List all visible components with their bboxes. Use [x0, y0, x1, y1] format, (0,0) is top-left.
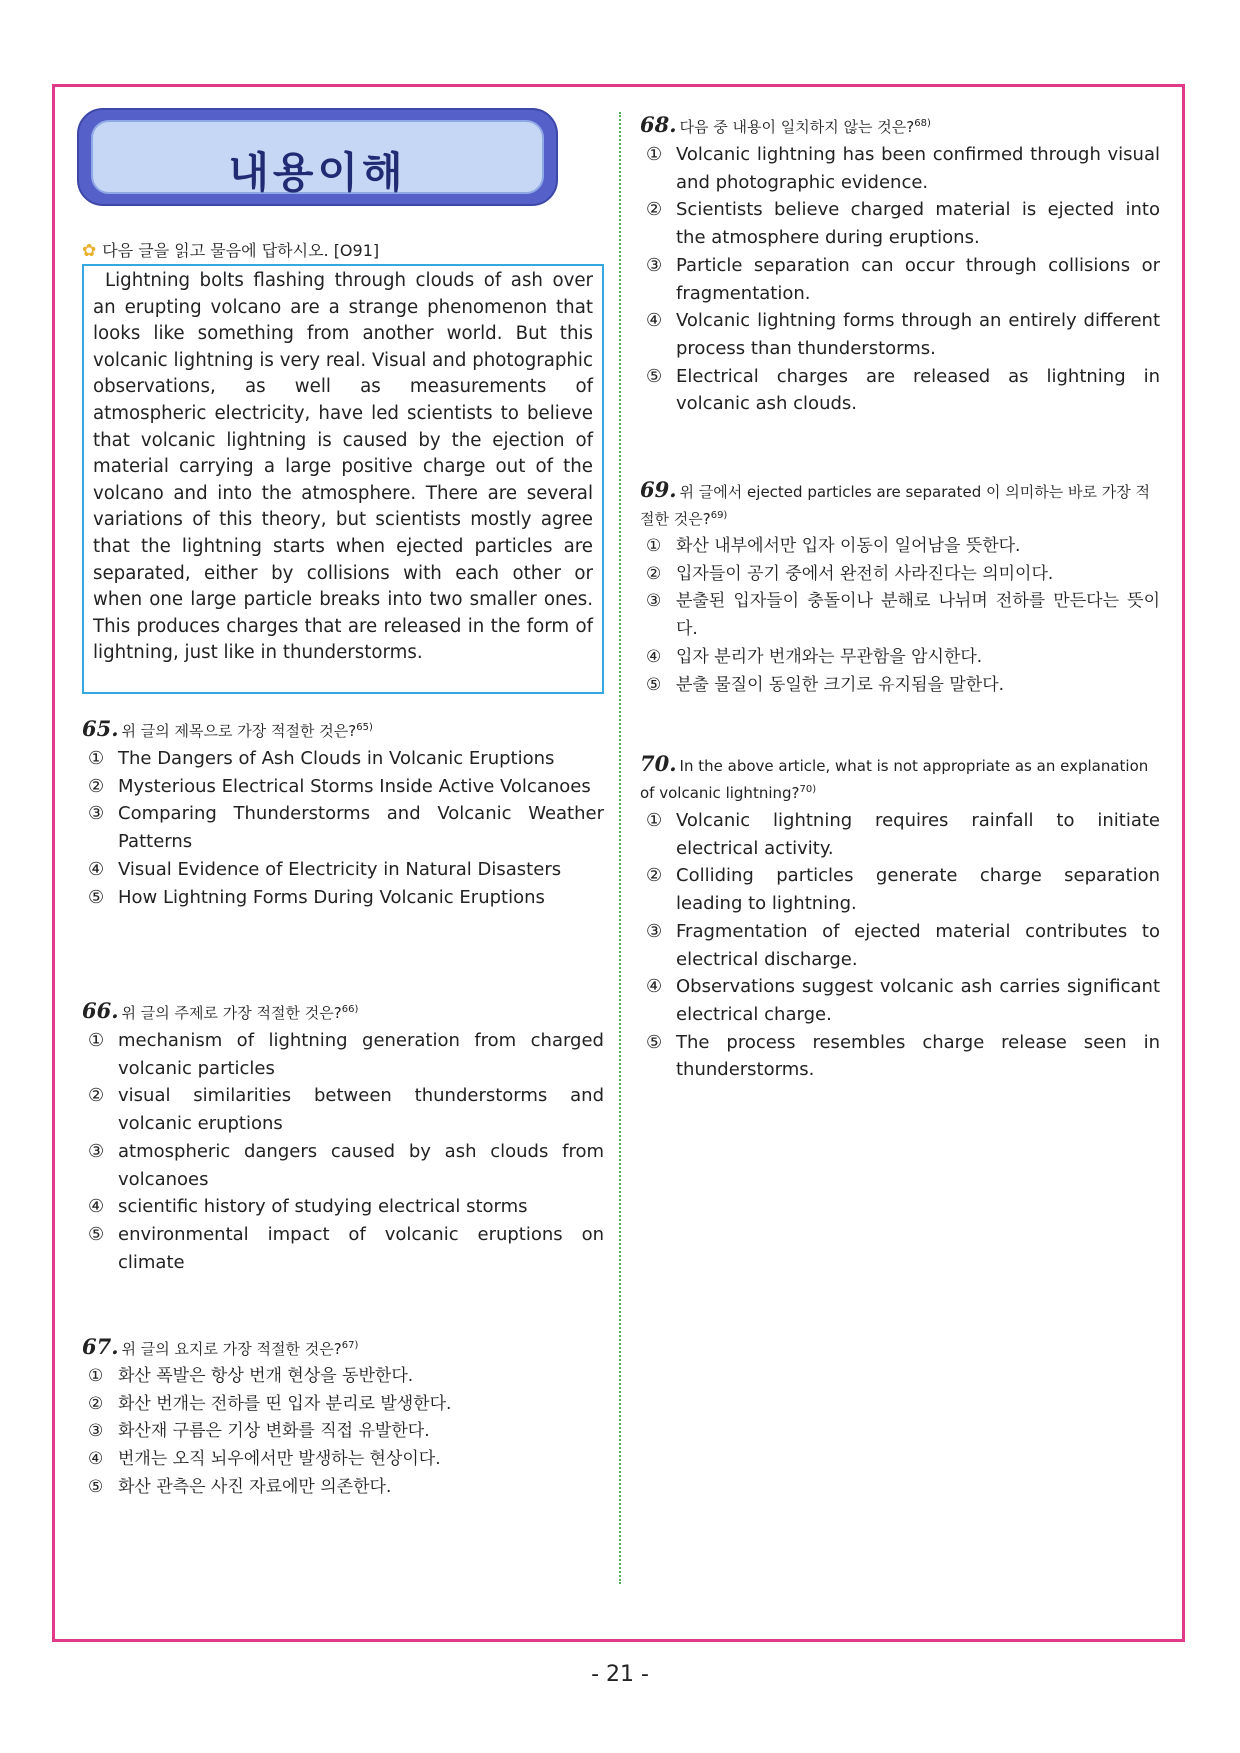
- option-4[interactable]: [82, 1446, 604, 1474]
- option-text: 번개는 오직 뇌우에서만 발생하는 현상이다.: [118, 1449, 441, 1470]
- instruction: [82, 238, 379, 261]
- question-prompt: 위 글의 제목으로 가장 적절한 것은?: [121, 722, 357, 740]
- option-marker: ⑤: [646, 1031, 663, 1053]
- question-number: 68.: [640, 112, 677, 137]
- option-5[interactable]: [640, 363, 1160, 418]
- question-65: [82, 716, 604, 911]
- option-1[interactable]: [640, 141, 1160, 196]
- question-70: [640, 752, 1160, 1084]
- option-text: atmospheric dangers caused by ash clouds from volcanoes: [118, 1140, 604, 1190]
- option-4[interactable]: [640, 644, 1160, 672]
- question-header: [640, 478, 1160, 531]
- option-marker: ⑤: [88, 1223, 105, 1245]
- flower-icon: ✿: [82, 241, 97, 261]
- question-69: [640, 478, 1160, 699]
- option-marker: ①: [646, 810, 663, 831]
- option-text: 화산 관측은 사진 자료에만 의존한다.: [118, 1476, 392, 1497]
- option-text: mechanism of lightning generation from charged volcanic particles: [118, 1030, 604, 1079]
- passage-box: [82, 264, 604, 694]
- option-1[interactable]: [82, 1363, 604, 1391]
- question-68: [640, 112, 1160, 418]
- question-header: [82, 998, 604, 1025]
- option-marker: ②: [646, 199, 663, 221]
- option-marker: ⑤: [88, 886, 105, 908]
- question-prompt: 위 글의 요지로 가장 적절한 것은?: [121, 1340, 342, 1358]
- option-marker: ②: [88, 1393, 104, 1414]
- option-5[interactable]: [640, 672, 1160, 700]
- option-marker: ①: [646, 144, 663, 165]
- option-text: 화산 내부에서만 입자 이동이 일어남을 뜻한다.: [676, 536, 1021, 556]
- option-text: The process resembles charge release seen in thunderstorms.: [676, 1031, 1160, 1081]
- option-text: Fragmentation of ejected material contributes to electrical discharge.: [676, 920, 1160, 970]
- question-66: [82, 998, 604, 1276]
- option-4[interactable]: [82, 856, 604, 884]
- option-text: Volcanic lightning requires rainfall to initiate electrical activity.: [676, 810, 1160, 859]
- option-marker: ②: [88, 1085, 105, 1107]
- option-marker: ②: [88, 775, 105, 797]
- question-prompt: In the above article, what is not appropriate as an explanation of volcanic lightning?: [640, 757, 1149, 802]
- option-2[interactable]: [640, 196, 1160, 251]
- option-marker: ②: [646, 563, 662, 584]
- question-header: [640, 112, 1160, 139]
- question-number: 69.: [640, 477, 677, 502]
- option-text: 화산 폭발은 항상 번개 현상을 동반한다.: [118, 1366, 414, 1386]
- question-number: 66.: [82, 998, 119, 1023]
- option-marker: ①: [88, 748, 105, 769]
- option-text: 분출된 입자들이 충돌이나 분해로 나뉘며 전하를 만든다는 뜻이다.: [676, 591, 1160, 640]
- option-marker: ④: [646, 646, 662, 667]
- option-1[interactable]: [82, 1027, 604, 1082]
- option-3[interactable]: [82, 800, 604, 855]
- question-prompt: 위 글에서 ejected particles are separated 이 의미하는 바로 가장 적절한 것은?: [640, 483, 1150, 528]
- option-marker: ③: [88, 1421, 104, 1442]
- option-text: 입자 분리가 번개와는 무관함을 암시한다.: [676, 646, 983, 667]
- option-marker: ①: [646, 536, 662, 556]
- question-number: 65.: [82, 716, 119, 741]
- option-5[interactable]: [640, 1029, 1160, 1084]
- question-prompt: 위 글의 주제로 가장 적절한 것은?: [121, 1004, 342, 1022]
- option-marker: ③: [88, 803, 105, 825]
- question-header: [82, 1334, 604, 1361]
- option-marker: ⑤: [646, 365, 663, 387]
- option-3[interactable]: [640, 588, 1160, 643]
- option-1[interactable]: [640, 807, 1160, 862]
- question-ref: 67): [341, 1340, 359, 1351]
- option-5[interactable]: [82, 1474, 604, 1502]
- option-marker: ①: [88, 1030, 105, 1051]
- option-3[interactable]: [82, 1418, 604, 1446]
- option-text: Scientists believe charged material is ejected into the atmosphere during eruptions.: [676, 199, 1160, 249]
- question-prompt: 다음 중 내용이 일치하지 않는 것은?: [679, 118, 915, 136]
- option-marker: ②: [646, 865, 663, 887]
- option-marker: ④: [88, 1449, 104, 1470]
- option-text: visual similarities between thunderstorms and volcanic eruptions: [118, 1085, 604, 1135]
- option-text: How Lightning Forms During Volcanic Eruptions: [118, 886, 545, 908]
- option-text: Observations suggest volcanic ash carries significant electrical charge.: [676, 976, 1160, 1025]
- question-header: [640, 752, 1160, 805]
- option-marker: ③: [646, 591, 662, 612]
- option-marker: ③: [646, 254, 663, 276]
- option-list: [640, 807, 1160, 1084]
- option-text: 화산재 구름은 기상 변화를 직접 유발한다.: [118, 1421, 430, 1442]
- option-marker: ④: [88, 1196, 105, 1218]
- section-title: 내용이해: [228, 148, 407, 197]
- option-marker: ④: [646, 976, 663, 998]
- option-5[interactable]: [82, 1221, 604, 1276]
- option-text: Particle separation can occur through collisions or fragmentation.: [676, 254, 1160, 304]
- option-text: Visual Evidence of Electricity in Natural Disasters: [118, 858, 562, 880]
- option-list: [82, 745, 604, 911]
- option-marker: ⑤: [646, 674, 662, 695]
- option-text: 분출 물질이 동일한 크기로 유지됨을 말한다.: [676, 674, 1005, 695]
- option-marker: ③: [88, 1140, 105, 1162]
- column-divider: [619, 112, 621, 1584]
- option-3[interactable]: [640, 918, 1160, 973]
- question-header: [82, 716, 604, 743]
- question-number: 70.: [640, 751, 677, 776]
- passage-text: Lightning bolts flashing through clouds of ash over an erupting volcano are a strange phenomenon that looks like something from another world. But this volcanic lightning is very real. Visual and photographic observations, as well as measurements of atmospheric electricity, have led scientists to believe that volcanic lightning is caused by the ejection of material carrying a large positive charge out of the volcano and into the atmosphere. There are several variations of this theory, but scientists mostly agree that the lightning starts when ejected particles are separated, either by collisions with each other or when one large particle breaks into two smaller ones. This produces charges that are released in the form of lightning, just like in thunderstorms.: [93, 270, 593, 664]
- option-marker: ③: [646, 920, 663, 942]
- option-3[interactable]: [82, 1138, 604, 1193]
- question-67: [82, 1334, 604, 1502]
- option-text: scientific history of studying electrical storms: [118, 1196, 528, 1218]
- option-1[interactable]: [82, 745, 604, 773]
- option-marker: ①: [88, 1366, 104, 1386]
- option-list: [640, 141, 1160, 418]
- section-title-plaque-inner: [91, 120, 544, 197]
- option-5[interactable]: [82, 884, 604, 912]
- option-text: 입자들이 공기 중에서 완전히 사라진다는 의미이다.: [676, 563, 1054, 584]
- option-text: Volcanic lightning forms through an entirely different process than thunderstorms.: [676, 310, 1160, 359]
- option-4[interactable]: [640, 973, 1160, 1028]
- option-2[interactable]: [82, 1391, 604, 1419]
- option-text: Electrical charges are released as lightning in volcanic ash clouds.: [676, 365, 1160, 415]
- option-text: Mysterious Electrical Storms Inside Active Volcanoes: [118, 775, 591, 797]
- question-ref: 70): [799, 784, 817, 795]
- section-title-plaque: [77, 108, 558, 206]
- question-ref: 65): [356, 722, 373, 733]
- option-marker: ④: [646, 310, 663, 332]
- option-list: [82, 1027, 604, 1276]
- option-2[interactable]: [82, 773, 604, 801]
- option-list: [82, 1363, 604, 1502]
- option-4[interactable]: [82, 1193, 604, 1221]
- question-ref: 66): [341, 1004, 359, 1015]
- option-2[interactable]: [82, 1082, 604, 1137]
- question-ref: 68): [914, 118, 931, 129]
- option-text: Colliding particles generate charge separation leading to lightning.: [676, 865, 1160, 915]
- question-ref: 69): [710, 510, 728, 521]
- option-1[interactable]: [640, 533, 1160, 561]
- option-3[interactable]: [640, 252, 1160, 307]
- option-2[interactable]: [640, 862, 1160, 917]
- option-2[interactable]: [640, 561, 1160, 589]
- option-text: 화산 번개는 전하를 띤 입자 분리로 발생한다.: [118, 1393, 452, 1414]
- option-text: The Dangers of Ash Clouds in Volcanic Eruptions: [118, 748, 555, 769]
- option-text: Comparing Thunderstorms and Volcanic Weather Patterns: [118, 803, 604, 853]
- option-text: Volcanic lightning has been confirmed through visual and photographic evidence.: [676, 144, 1160, 193]
- option-marker: ④: [88, 858, 105, 880]
- page-number: - 21 -: [591, 1662, 649, 1687]
- question-number: 67.: [82, 1334, 119, 1359]
- option-text: environmental impact of volcanic eruptions on climate: [118, 1223, 604, 1273]
- option-list: [640, 533, 1160, 699]
- option-4[interactable]: [640, 307, 1160, 362]
- instruction-text: 다음 글을 읽고 물음에 답하시오. [O91]: [102, 241, 380, 260]
- option-marker: ⑤: [88, 1476, 104, 1497]
